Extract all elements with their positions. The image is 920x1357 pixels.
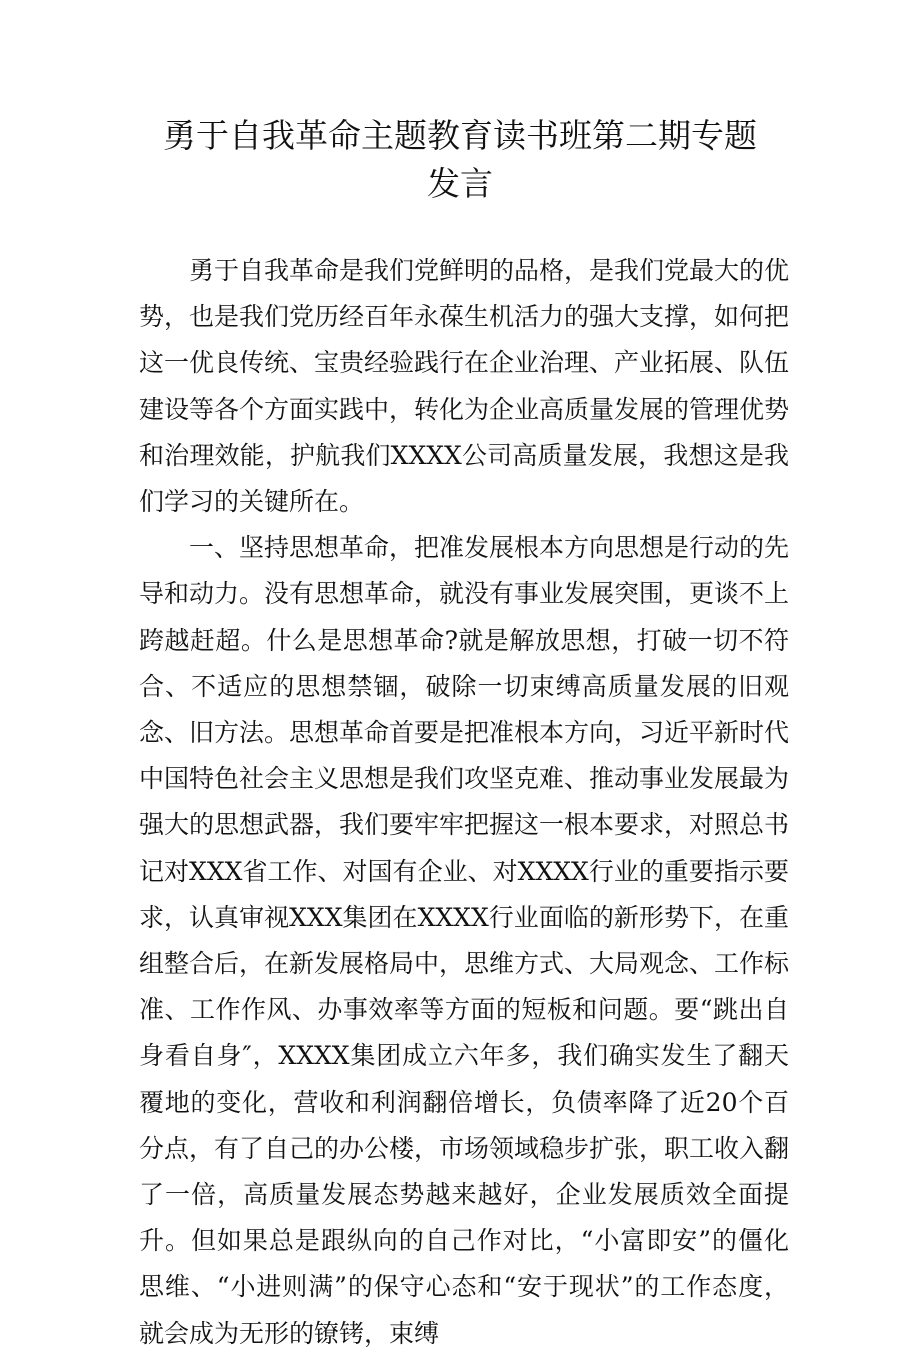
title-line-1: 勇于自我革命主题教育读书班第二期专题 [163,116,757,155]
paragraph-section-one: 一、坚持思想革命，把准发展根本方向思想是行动的先导和动力。没有思想革命，就没有事业发展突围，更谈不上跨越赶超。什么是思想革命?就是解放思想，打破一切不符合、不适应的思想禁锢，破除一切束缚高质量发展的旧观念、旧方法。思想革命首要是把准根本方向，习近平新时代中国特色社会主义思想是我们攻坚克难、推动事业发展最为强大的思想武器，我们要牢牢把握这一根本要求，对照总书记对XXX省工作、对国有企业、对XXXX行业的重要指示要求，认真审视XXX集团在XXXX行业面临的新形势下，在重组整合后，在新发展格局中，思维方式、大局观念、工作标准、工作作风、办事效率等方面的短板和问题。要“跳出自身看自身″，XXXX集团成立六年多，我们确实发生了翻天覆地的变化，营收和利润翻倍增长，负债率降了近20个百分点，有了自己的办公楼，市场领域稳步扩张，职工收入翻了一倍，高质量发展态势越来越好，企业发展质效全面提升。但如果总是跟纵向的自己作对比，“小富即安”的僵化思维、“小进则满”的保守心态和“安于现状”的工作态度，就会成为无形的镣铐，束缚 [139,533,790,1348]
paragraph-intro: 勇于自我革命是我们党鲜明的品格，是我们党最大的优势，也是我们党历经百年永葆生机活力的强大支撑，如何把这一优良传统、宝贵经验践行在企业治理、产业拓展、队伍建设等各个方面实践中，转化为企业高质量发展的管理优势和治理效能，护航我们XXXX公司高质量发展，我想这是我们学习的关键所在。 [139,256,790,517]
document-body [139,248,789,1357]
document-title [120,112,800,208]
title-line-2: 发言 [427,164,493,203]
